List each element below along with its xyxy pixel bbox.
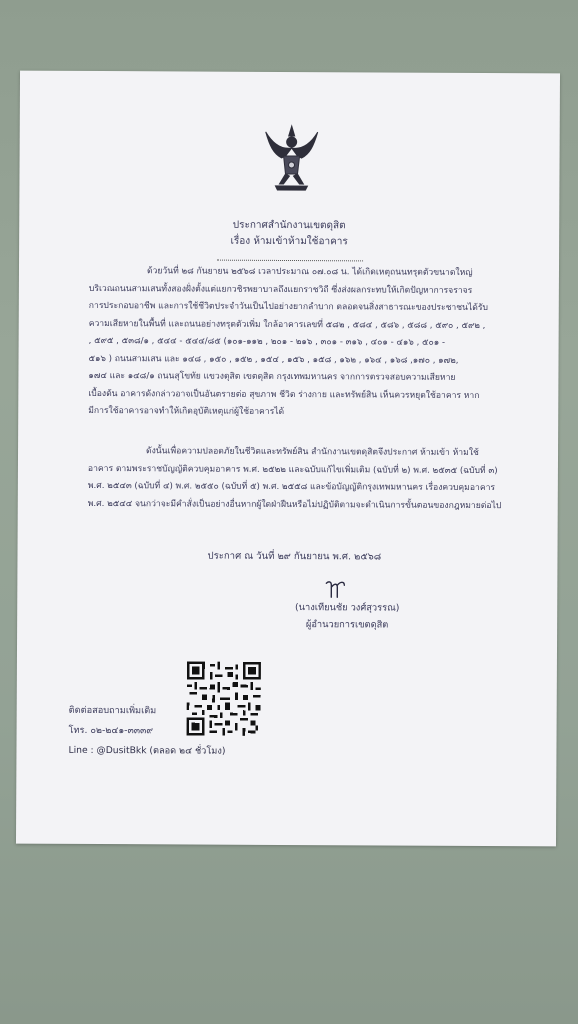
paragraph-2-line: อาคาร ตามพระราชบัญญัติควบคุมอาคาร พ.ศ. ๒๕๒๒ และฉบับแก้ไขเพิ่มเติม (ฉบับที่ ๒) พ.ศ. ๒๕๓๕ (ฉบับที่ ๓) bbox=[87, 463, 498, 476]
title-divider bbox=[217, 260, 363, 262]
paragraph-1-line: ด้วยวันที่ ๒๘ กันยายน ๒๕๖๘ เวลาประมาณ ๐๗.๐๘ น. ได้เกิดเหตุถนนทรุดตัวขนาดใหญ่ bbox=[146, 266, 473, 278]
paragraph-1-line: ๑๗๔ และ ๑๔๘/๑ ถนนสุโขทัย แขวงดุสิต เขตดุสิต กรุงเทพมหานคร จากการตรวจสอบความเสียหาย bbox=[88, 370, 456, 383]
paragraph-1-line: การประกอบอาชีพ และการใช้ชีวิตประจำวันเป็นไปอย่างยากลำบาก ตลอดจนสิ่งสาธารณะของประชาชนได้รับ bbox=[88, 300, 488, 314]
paragraph-1 bbox=[88, 263, 529, 423]
paragraph-2-line: พ.ศ. ๒๕๔๔ จนกว่าจะมีคำสั่งเป็นอย่างอื่นหากผู้ใดฝ่าฝืนหรือไม่ปฏิบัติตามจะดำเนินการขั้นตอนของกฎหมายต่อไป bbox=[87, 498, 502, 511]
notice-paper bbox=[16, 71, 560, 847]
paragraph-2-line: พ.ศ. ๒๕๔๓ (ฉบับที่ ๔) พ.ศ. ๒๕๕๐ (ฉบับที่ ๕) พ.ศ. ๒๕๕๘ และข้อบัญญัติกรุงเทพมหานคร เรื่องควบคุมอาคาร bbox=[87, 480, 496, 494]
notice-title bbox=[19, 217, 559, 252]
title-line-2: เรื่อง ห้ามเข้าห้ามใช้อาคาร bbox=[230, 235, 348, 248]
contact-block bbox=[68, 701, 225, 762]
paragraph-1-line: เบื้องต้น อาคารดังกล่าวอาจเป็นอันตรายต่อ สุขภาพ ชีวิต ร่างกาย และทรัพย์สิน เห็นควรหยุดใช้อาคาร หาก bbox=[88, 388, 480, 401]
paragraph-1-line: บริเวณถนนสามเสนทั้งสองฝั่งตั้งแต่แยกวชิรพยาบาลถึงแยกราชวิถี ซึ่งส่งผลกระทบให้เกิดปัญหาการจราจร bbox=[88, 283, 473, 296]
paragraph-1-line: มีการใช้อาคารอาจทำให้เกิดอุบัติเหตุแก่ผู้ใช้อาคารได้ bbox=[88, 405, 285, 417]
signer-name: (นางเทียนชัย วงศ์สุวรรณ) bbox=[295, 602, 400, 614]
paragraph-1-line: ความเสียหายในพื้นที่ และถนนอย่างทรุดตัวเพิ่ม ใกล้อาคารเลขที่ ๕๘๒ , ๕๘๔ , ๕๘๖ , ๕๘๘ , ๕๙๐ , ๕๙๒ , bbox=[88, 318, 486, 331]
paragraph-2-line: ดังนั้นเพื่อความปลอดภัยในชีวิตและทรัพย์สิน สำนักงานเขตดุสิตจึงประกาศ ห้ามเข้า ห้ามใช้ bbox=[146, 446, 479, 458]
signer-block bbox=[267, 599, 427, 634]
contact-label: ติดต่อสอบถามเพิ่มเติม bbox=[68, 704, 157, 717]
garuda-emblem-icon bbox=[261, 122, 321, 194]
contact-line-id[interactable]: Line : @DusitBkk (ตลอด ๒๔ ชั่วโมง) bbox=[68, 744, 226, 757]
paragraph-2 bbox=[88, 443, 528, 515]
announcement-date: ประกาศ ณ วันที่ ๒๙ กันยายน พ.ศ. ๒๕๖๘ bbox=[207, 550, 382, 563]
paragraph-1-line: ๕๑๖ ) ถนนสามเสน และ ๑๔๘ , ๑๕๐ , ๑๕๒ , ๑๕๔ , ๑๕๖ , ๑๕๘ , ๑๖๒ , ๑๖๔ , ๑๖๘ ,๑๗๐ , ๑๗๒, bbox=[88, 353, 459, 366]
contact-phone[interactable]: โทร. ๐๒-๒๔๑-๓๓๓๙ bbox=[68, 724, 154, 737]
signer-position: ผู้อำนวยการเขตดุสิต bbox=[305, 619, 389, 631]
paragraph-1-line: , ๕๙๕ , ๕๓๘/๑ , ๕๔๔ - ๕๔๔/๘๕ (๑๐๑-๑๑๒ , ๒๐๑ - ๒๑๖ , ๓๐๑ - ๓๑๖ , ๔๐๑ - ๔๑๖ , ๕๐๑ - bbox=[88, 335, 446, 348]
title-line-1: ประกาศสำนักงานเขตดุสิต bbox=[232, 219, 346, 232]
handwritten-signature bbox=[322, 577, 348, 599]
